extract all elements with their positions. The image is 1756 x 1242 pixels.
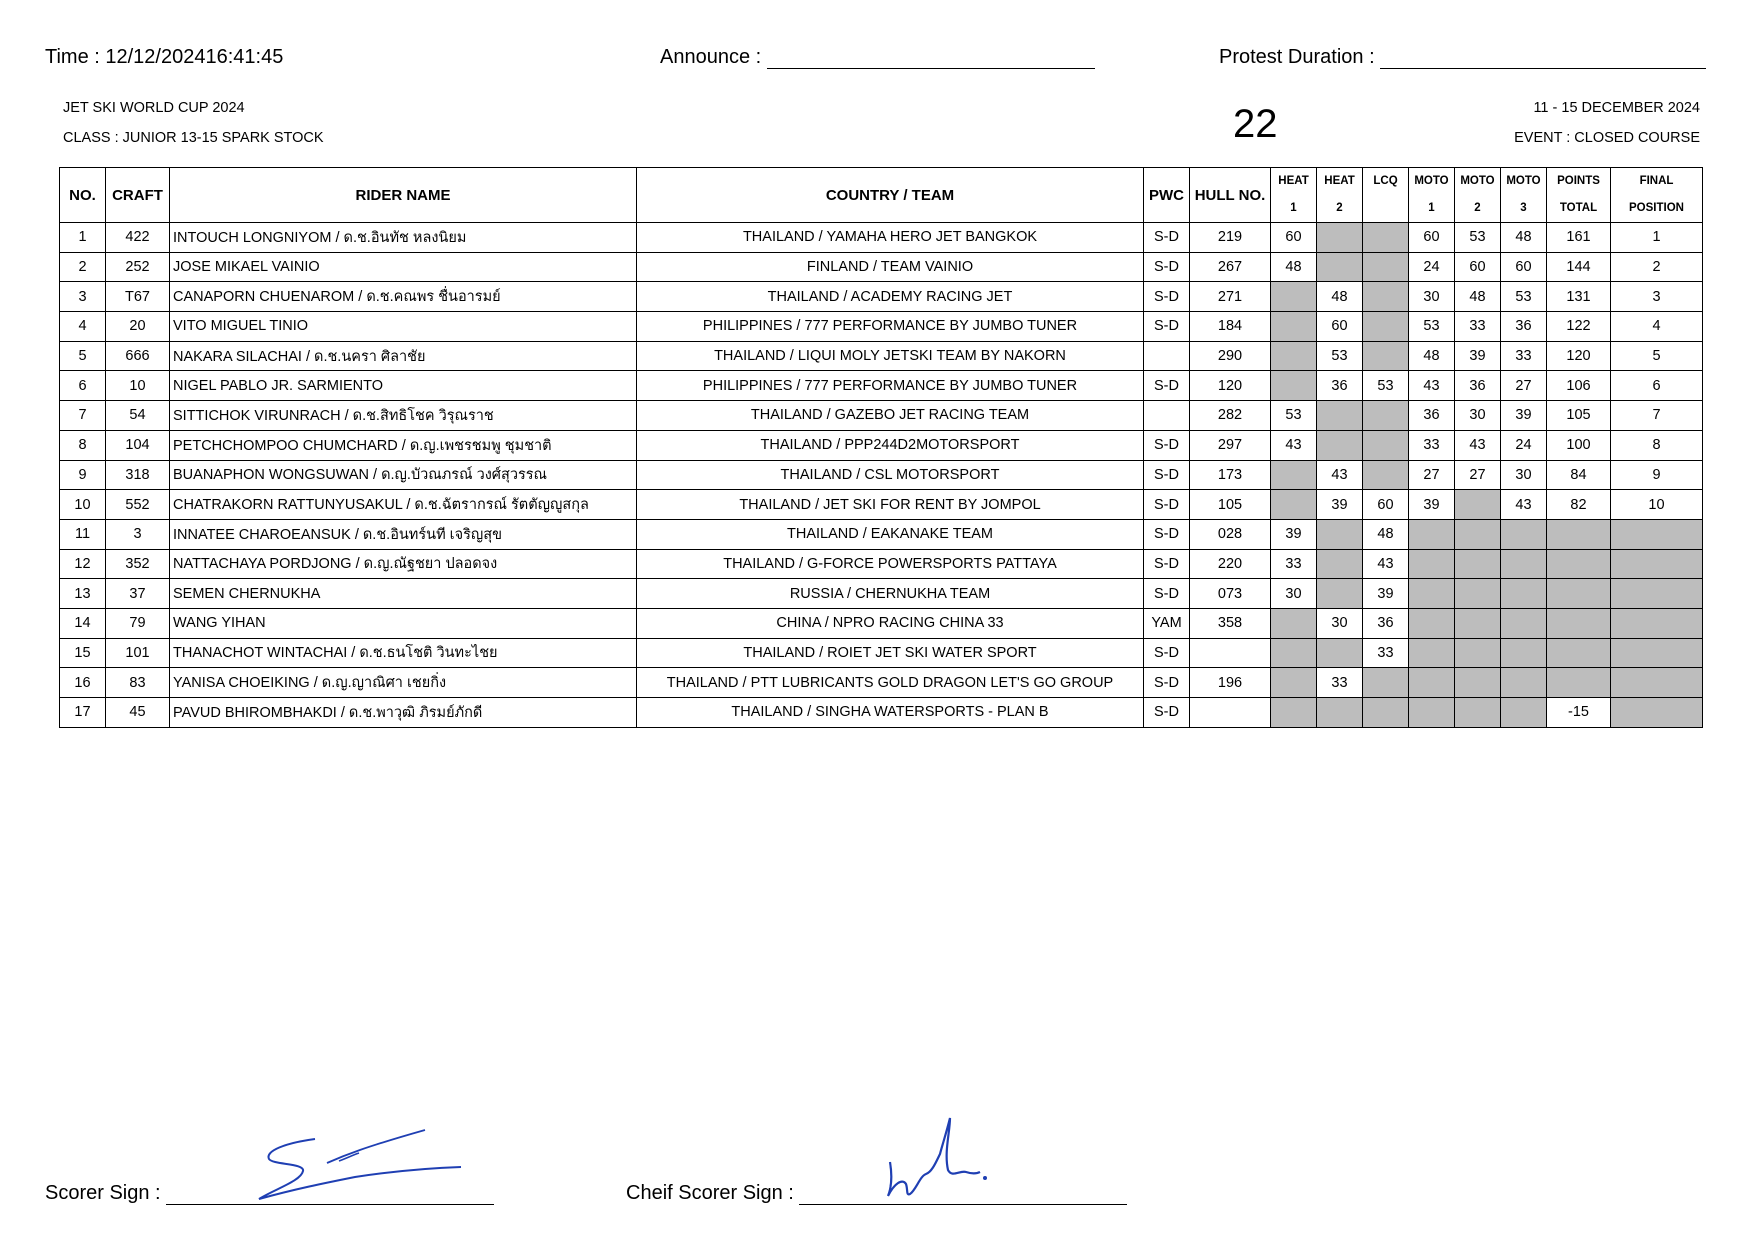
cell-country: THAILAND / SINGHA WATERSPORTS - PLAN B xyxy=(637,698,1144,728)
cell-hull xyxy=(1190,698,1271,728)
cell-rider: BUANAPHON WONGSUWAN / ด.ญ.บัวณภรณ์ วงศ์สุวรรณ xyxy=(170,460,637,490)
cell-rider: WANG YIHAN xyxy=(170,608,637,638)
cell-heat2 xyxy=(1317,519,1363,549)
cell-heat2: 60 xyxy=(1317,312,1363,342)
protest-label: Protest Duration : xyxy=(1219,46,1381,68)
cell-lcq xyxy=(1363,252,1409,282)
cell-rider: THANACHOT WINTACHAI / ด.ช.ธนโชติ วินทะไชย xyxy=(170,638,637,668)
cell-points: 144 xyxy=(1547,252,1611,282)
table-row xyxy=(60,549,1703,579)
cell-no: 16 xyxy=(60,668,106,698)
cell-pwc: S-D xyxy=(1144,312,1190,342)
cell-points: 84 xyxy=(1547,460,1611,490)
cell-moto2 xyxy=(1455,519,1501,549)
cell-heat1 xyxy=(1271,490,1317,520)
cell-moto2 xyxy=(1455,668,1501,698)
cell-craft: 10 xyxy=(106,371,170,401)
cell-pwc: S-D xyxy=(1144,579,1190,609)
scorer-sign-label: Scorer Sign : xyxy=(45,1182,167,1204)
cell-craft: 101 xyxy=(106,638,170,668)
cell-moto3: 39 xyxy=(1501,401,1547,431)
cell-pwc: S-D xyxy=(1144,668,1190,698)
cell-pwc: S-D xyxy=(1144,252,1190,282)
cell-pwc: S-D xyxy=(1144,282,1190,312)
cell-heat1 xyxy=(1271,371,1317,401)
cell-no: 13 xyxy=(60,579,106,609)
cell-pwc: S-D xyxy=(1144,638,1190,668)
cell-craft: 20 xyxy=(106,312,170,342)
cell-final xyxy=(1611,608,1703,638)
cell-final xyxy=(1611,579,1703,609)
cell-craft: 422 xyxy=(106,223,170,253)
chief-scorer-sign-label: Cheif Scorer Sign : xyxy=(626,1182,800,1204)
cell-country: THAILAND / CSL MOTORSPORT xyxy=(637,460,1144,490)
cell-heat2: 33 xyxy=(1317,668,1363,698)
cell-moto2 xyxy=(1455,490,1501,520)
header-moto-3: MOTO 3 xyxy=(1501,168,1547,223)
cell-heat1: 30 xyxy=(1271,579,1317,609)
cell-lcq xyxy=(1363,430,1409,460)
cell-rider: CANAPORN CHUENAROM / ด.ช.คณพร ชื่นอารมย์ xyxy=(170,282,637,312)
cell-hull xyxy=(1190,638,1271,668)
cell-pwc: S-D xyxy=(1144,519,1190,549)
cell-heat1 xyxy=(1271,638,1317,668)
cell-hull: 271 xyxy=(1190,282,1271,312)
cell-hull: 220 xyxy=(1190,549,1271,579)
cell-country: THAILAND / GAZEBO JET RACING TEAM xyxy=(637,401,1144,431)
cell-rider: INTOUCH LONGNIYOM / ด.ช.อินทัช หลงนิยม xyxy=(170,223,637,253)
cell-no: 2 xyxy=(60,252,106,282)
cell-craft: 104 xyxy=(106,430,170,460)
cell-no: 14 xyxy=(60,608,106,638)
table-header-row xyxy=(60,168,1703,223)
table-row xyxy=(60,638,1703,668)
cell-final: 6 xyxy=(1611,371,1703,401)
cell-points: 120 xyxy=(1547,341,1611,371)
table-row xyxy=(60,223,1703,253)
header-final-position: FINAL POSITION xyxy=(1611,168,1703,223)
cell-lcq: 43 xyxy=(1363,549,1409,579)
cell-final xyxy=(1611,638,1703,668)
cell-no: 3 xyxy=(60,282,106,312)
cell-no: 6 xyxy=(60,371,106,401)
results-table xyxy=(59,167,1703,728)
event-class: CLASS : JUNIOR 13-15 SPARK STOCK xyxy=(63,130,324,146)
cell-heat2 xyxy=(1317,430,1363,460)
cell-pwc xyxy=(1144,401,1190,431)
cell-moto2: 53 xyxy=(1455,223,1501,253)
cell-no: 15 xyxy=(60,638,106,668)
cell-heat2 xyxy=(1317,223,1363,253)
cell-country: THAILAND / YAMAHA HERO JET BANGKOK xyxy=(637,223,1144,253)
cell-craft: 352 xyxy=(106,549,170,579)
cell-craft: 79 xyxy=(106,608,170,638)
cell-no: 9 xyxy=(60,460,106,490)
cell-country: THAILAND / PTT LUBRICANTS GOLD DRAGON LET'S GO GROUP xyxy=(637,668,1144,698)
cell-lcq xyxy=(1363,460,1409,490)
cell-moto2 xyxy=(1455,698,1501,728)
cell-no: 5 xyxy=(60,341,106,371)
cell-moto1: 27 xyxy=(1409,460,1455,490)
cell-pwc: S-D xyxy=(1144,490,1190,520)
event-name: JET SKI WORLD CUP 2024 xyxy=(63,100,245,116)
cell-final xyxy=(1611,519,1703,549)
header-rider-name: RIDER NAME xyxy=(170,168,637,223)
cell-hull: 267 xyxy=(1190,252,1271,282)
cell-country: THAILAND / ACADEMY RACING JET xyxy=(637,282,1144,312)
header-heat-1: HEAT 1 xyxy=(1271,168,1317,223)
cell-moto2 xyxy=(1455,608,1501,638)
cell-heat1: 43 xyxy=(1271,430,1317,460)
cell-moto2: 36 xyxy=(1455,371,1501,401)
cell-lcq xyxy=(1363,312,1409,342)
cell-points xyxy=(1547,519,1611,549)
event-dates: 11 - 15 DECEMBER 2024 xyxy=(1533,100,1700,116)
cell-no: 1 xyxy=(60,223,106,253)
cell-heat2: 43 xyxy=(1317,460,1363,490)
cell-heat2: 39 xyxy=(1317,490,1363,520)
header-country-team: COUNTRY / TEAM xyxy=(637,168,1144,223)
table-row xyxy=(60,282,1703,312)
scorer-signature xyxy=(255,1125,470,1205)
protest-line xyxy=(1380,48,1706,69)
cell-moto1: 30 xyxy=(1409,282,1455,312)
cell-final xyxy=(1611,549,1703,579)
cell-hull: 196 xyxy=(1190,668,1271,698)
cell-country: RUSSIA / CHERNUKHA TEAM xyxy=(637,579,1144,609)
cell-heat1: 60 xyxy=(1271,223,1317,253)
cell-lcq: 60 xyxy=(1363,490,1409,520)
cell-craft: T67 xyxy=(106,282,170,312)
protest-duration-field xyxy=(1219,46,1706,69)
cell-moto1 xyxy=(1409,698,1455,728)
cell-moto1: 39 xyxy=(1409,490,1455,520)
cell-pwc: S-D xyxy=(1144,549,1190,579)
cell-final xyxy=(1611,698,1703,728)
cell-hull: 105 xyxy=(1190,490,1271,520)
cell-final: 3 xyxy=(1611,282,1703,312)
cell-rider: NIGEL PABLO JR. SARMIENTO xyxy=(170,371,637,401)
cell-moto3: 30 xyxy=(1501,460,1547,490)
cell-no: 17 xyxy=(60,698,106,728)
cell-hull: 028 xyxy=(1190,519,1271,549)
cell-points: 105 xyxy=(1547,401,1611,431)
cell-moto1: 36 xyxy=(1409,401,1455,431)
cell-moto2: 43 xyxy=(1455,430,1501,460)
cell-rider: VITO MIGUEL TINIO xyxy=(170,312,637,342)
cell-pwc: S-D xyxy=(1144,223,1190,253)
cell-lcq: 53 xyxy=(1363,371,1409,401)
cell-moto3: 43 xyxy=(1501,490,1547,520)
race-number: 22 xyxy=(1233,102,1278,146)
cell-craft: 3 xyxy=(106,519,170,549)
cell-moto3: 36 xyxy=(1501,312,1547,342)
cell-country: THAILAND / EAKANAKE TEAM xyxy=(637,519,1144,549)
cell-lcq xyxy=(1363,223,1409,253)
announce-line xyxy=(767,48,1095,69)
cell-moto3: 27 xyxy=(1501,371,1547,401)
cell-lcq: 33 xyxy=(1363,638,1409,668)
cell-moto3 xyxy=(1501,579,1547,609)
cell-moto3 xyxy=(1501,608,1547,638)
cell-moto3 xyxy=(1501,698,1547,728)
cell-heat1: 48 xyxy=(1271,252,1317,282)
table-row xyxy=(60,371,1703,401)
cell-points xyxy=(1547,579,1611,609)
cell-hull: 120 xyxy=(1190,371,1271,401)
cell-heat2: 30 xyxy=(1317,608,1363,638)
cell-moto1: 24 xyxy=(1409,252,1455,282)
cell-heat1 xyxy=(1271,608,1317,638)
cell-moto1: 60 xyxy=(1409,223,1455,253)
cell-no: 8 xyxy=(60,430,106,460)
cell-rider: PAVUD BHIROMBHAKDI / ด.ช.พาวุฒิ ภิรมย์ภักดี xyxy=(170,698,637,728)
chief-scorer-sign-field xyxy=(626,1182,1127,1205)
cell-craft: 83 xyxy=(106,668,170,698)
cell-heat2 xyxy=(1317,549,1363,579)
cell-country: THAILAND / LIQUI MOLY JETSKI TEAM BY NAKORN xyxy=(637,341,1144,371)
cell-craft: 318 xyxy=(106,460,170,490)
cell-final: 9 xyxy=(1611,460,1703,490)
cell-moto3 xyxy=(1501,638,1547,668)
cell-rider: SEMEN CHERNUKHA xyxy=(170,579,637,609)
cell-pwc: S-D xyxy=(1144,371,1190,401)
cell-country: THAILAND / G-FORCE POWERSPORTS PATTAYA xyxy=(637,549,1144,579)
cell-points: 106 xyxy=(1547,371,1611,401)
table-row xyxy=(60,312,1703,342)
table-row xyxy=(60,668,1703,698)
cell-hull: 173 xyxy=(1190,460,1271,490)
cell-moto1 xyxy=(1409,608,1455,638)
cell-moto3 xyxy=(1501,668,1547,698)
cell-hull: 073 xyxy=(1190,579,1271,609)
cell-country: CHINA / NPRO RACING CHINA 33 xyxy=(637,608,1144,638)
cell-moto3: 24 xyxy=(1501,430,1547,460)
cell-final: 1 xyxy=(1611,223,1703,253)
cell-points: 122 xyxy=(1547,312,1611,342)
cell-no: 10 xyxy=(60,490,106,520)
header-hull-no: HULL NO. xyxy=(1190,168,1271,223)
cell-craft: 552 xyxy=(106,490,170,520)
header-no: NO. xyxy=(60,168,106,223)
cell-moto2: 27 xyxy=(1455,460,1501,490)
cell-heat2 xyxy=(1317,579,1363,609)
table-row xyxy=(60,252,1703,282)
cell-craft: 45 xyxy=(106,698,170,728)
cell-points xyxy=(1547,549,1611,579)
cell-moto1: 48 xyxy=(1409,341,1455,371)
header-moto-1: MOTO 1 xyxy=(1409,168,1455,223)
table-row xyxy=(60,579,1703,609)
cell-craft: 54 xyxy=(106,401,170,431)
announce-field xyxy=(660,46,1095,69)
cell-moto1 xyxy=(1409,549,1455,579)
cell-moto2: 60 xyxy=(1455,252,1501,282)
cell-points: 100 xyxy=(1547,430,1611,460)
chief-scorer-signature xyxy=(880,1112,1000,1202)
cell-moto2: 30 xyxy=(1455,401,1501,431)
cell-hull: 184 xyxy=(1190,312,1271,342)
cell-lcq: 39 xyxy=(1363,579,1409,609)
table-row xyxy=(60,519,1703,549)
table-row xyxy=(60,341,1703,371)
cell-country: THAILAND / ROIET JET SKI WATER SPORT xyxy=(637,638,1144,668)
cell-heat1 xyxy=(1271,341,1317,371)
time-label: Time : xyxy=(45,46,106,68)
cell-country: PHILIPPINES / 777 PERFORMANCE BY JUMBO TUNER xyxy=(637,371,1144,401)
cell-final xyxy=(1611,668,1703,698)
cell-heat2: 53 xyxy=(1317,341,1363,371)
cell-moto1 xyxy=(1409,638,1455,668)
table-row xyxy=(60,490,1703,520)
cell-heat1: 39 xyxy=(1271,519,1317,549)
cell-moto1: 43 xyxy=(1409,371,1455,401)
cell-rider: JOSE MIKAEL VAINIO xyxy=(170,252,637,282)
cell-hull: 282 xyxy=(1190,401,1271,431)
cell-final: 5 xyxy=(1611,341,1703,371)
cell-points xyxy=(1547,638,1611,668)
cell-heat2: 36 xyxy=(1317,371,1363,401)
cell-heat1 xyxy=(1271,698,1317,728)
cell-points: 161 xyxy=(1547,223,1611,253)
header-heat-2: HEAT 2 xyxy=(1317,168,1363,223)
cell-rider: CHATRAKORN RATTUNYUSAKUL / ด.ช.ฉัตรากรณ์ รัตตัญญูสกุล xyxy=(170,490,637,520)
cell-heat1: 53 xyxy=(1271,401,1317,431)
cell-country: FINLAND / TEAM VAINIO xyxy=(637,252,1144,282)
cell-no: 11 xyxy=(60,519,106,549)
cell-heat1: 33 xyxy=(1271,549,1317,579)
cell-final: 4 xyxy=(1611,312,1703,342)
cell-heat2 xyxy=(1317,638,1363,668)
cell-lcq: 36 xyxy=(1363,608,1409,638)
cell-heat1 xyxy=(1271,312,1317,342)
cell-points: 131 xyxy=(1547,282,1611,312)
cell-hull: 219 xyxy=(1190,223,1271,253)
cell-country: THAILAND / PPP244D2MOTORSPORT xyxy=(637,430,1144,460)
table-row xyxy=(60,401,1703,431)
cell-heat2 xyxy=(1317,401,1363,431)
table-row xyxy=(60,430,1703,460)
cell-final: 2 xyxy=(1611,252,1703,282)
cell-craft: 252 xyxy=(106,252,170,282)
cell-moto3 xyxy=(1501,519,1547,549)
announce-label: Announce : xyxy=(660,46,767,68)
cell-pwc: S-D xyxy=(1144,460,1190,490)
cell-moto2 xyxy=(1455,638,1501,668)
cell-moto2 xyxy=(1455,579,1501,609)
cell-heat2: 48 xyxy=(1317,282,1363,312)
header-moto-2: MOTO 2 xyxy=(1455,168,1501,223)
cell-points xyxy=(1547,608,1611,638)
cell-country: PHILIPPINES / 777 PERFORMANCE BY JUMBO TUNER xyxy=(637,312,1144,342)
event-type: EVENT : CLOSED COURSE xyxy=(1514,130,1700,146)
cell-rider: NAKARA SILACHAI / ด.ช.นครา ศิลาชัย xyxy=(170,341,637,371)
cell-heat1 xyxy=(1271,460,1317,490)
cell-points xyxy=(1547,668,1611,698)
cell-pwc: S-D xyxy=(1144,430,1190,460)
cell-pwc: S-D xyxy=(1144,698,1190,728)
cell-craft: 37 xyxy=(106,579,170,609)
cell-rider: NATTACHAYA PORDJONG / ด.ญ.ณัฐชยา ปลอดจง xyxy=(170,549,637,579)
table-row xyxy=(60,608,1703,638)
cell-no: 4 xyxy=(60,312,106,342)
cell-lcq xyxy=(1363,668,1409,698)
cell-heat1 xyxy=(1271,282,1317,312)
cell-moto3: 33 xyxy=(1501,341,1547,371)
cell-country: THAILAND / JET SKI FOR RENT BY JOMPOL xyxy=(637,490,1144,520)
cell-final: 7 xyxy=(1611,401,1703,431)
cell-moto1: 33 xyxy=(1409,430,1455,460)
cell-lcq xyxy=(1363,698,1409,728)
cell-moto2 xyxy=(1455,549,1501,579)
cell-heat1 xyxy=(1271,668,1317,698)
cell-points: -15 xyxy=(1547,698,1611,728)
time-value: 12/12/202416:41:45 xyxy=(105,46,284,68)
table-row xyxy=(60,460,1703,490)
header-lcq: LCQ xyxy=(1363,168,1409,223)
cell-moto3: 60 xyxy=(1501,252,1547,282)
cell-lcq xyxy=(1363,341,1409,371)
cell-moto3: 53 xyxy=(1501,282,1547,312)
cell-pwc: YAM xyxy=(1144,608,1190,638)
cell-pwc xyxy=(1144,341,1190,371)
cell-final: 10 xyxy=(1611,490,1703,520)
cell-moto1: 53 xyxy=(1409,312,1455,342)
cell-moto2: 33 xyxy=(1455,312,1501,342)
cell-heat2 xyxy=(1317,252,1363,282)
cell-moto2: 48 xyxy=(1455,282,1501,312)
cell-heat2 xyxy=(1317,698,1363,728)
cell-rider: INNATEE CHAROEANSUK / ด.ช.อินทร์นที เจริญสุข xyxy=(170,519,637,549)
cell-lcq xyxy=(1363,282,1409,312)
cell-craft: 666 xyxy=(106,341,170,371)
cell-moto2: 39 xyxy=(1455,341,1501,371)
header-craft: CRAFT xyxy=(106,168,170,223)
cell-moto1 xyxy=(1409,668,1455,698)
header-points-total: POINTS TOTAL xyxy=(1547,168,1611,223)
cell-moto3: 48 xyxy=(1501,223,1547,253)
cell-rider: YANISA CHOEIKING / ด.ญ.ญาณิศา เชยกิ่ง xyxy=(170,668,637,698)
cell-lcq: 48 xyxy=(1363,519,1409,549)
cell-hull: 358 xyxy=(1190,608,1271,638)
cell-rider: PETCHCHOMPOO CHUMCHARD / ด.ญ.เพชรชมพู ชุมชาติ xyxy=(170,430,637,460)
cell-final: 8 xyxy=(1611,430,1703,460)
header-pwc: PWC xyxy=(1144,168,1190,223)
cell-rider: SITTICHOK VIRUNRACH / ด.ช.สิทธิโชค วิรุณราช xyxy=(170,401,637,431)
time-stamp xyxy=(45,46,283,69)
cell-hull: 290 xyxy=(1190,341,1271,371)
cell-no: 12 xyxy=(60,549,106,579)
cell-no: 7 xyxy=(60,401,106,431)
cell-hull: 297 xyxy=(1190,430,1271,460)
cell-moto1 xyxy=(1409,579,1455,609)
cell-points: 82 xyxy=(1547,490,1611,520)
cell-moto1 xyxy=(1409,519,1455,549)
table-row xyxy=(60,698,1703,728)
cell-moto3 xyxy=(1501,549,1547,579)
cell-lcq xyxy=(1363,401,1409,431)
